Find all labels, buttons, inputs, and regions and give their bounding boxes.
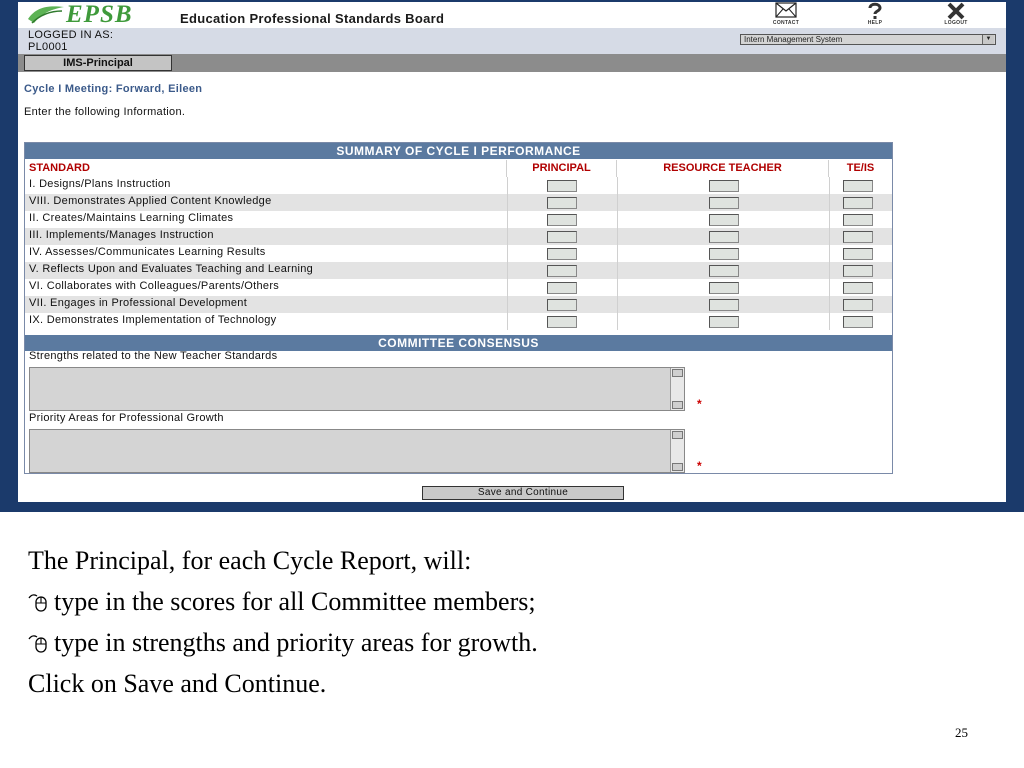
column-divider [507, 245, 508, 262]
teis-score-input[interactable] [843, 265, 873, 277]
note-text: type in the scores for all Committee members; [54, 587, 536, 616]
standard-label: II. Creates/Maintains Learning Climates [29, 212, 234, 224]
app-header [18, 2, 1006, 28]
contact-button[interactable] [766, 2, 806, 28]
logout-icon [936, 2, 976, 20]
strengths-textarea[interactable] [29, 367, 685, 411]
note-line: The Principal, for each Cycle Report, will: [28, 546, 472, 575]
tab-bar [18, 54, 1006, 72]
logout-caption: LOGOUT [944, 20, 968, 26]
scroll-down-icon[interactable] [672, 463, 683, 471]
principal-score-input[interactable] [547, 248, 577, 260]
scroll-up-icon[interactable] [672, 369, 683, 377]
tab-ims-principal[interactable]: IMS-Principal [24, 55, 172, 71]
slide-notes [28, 540, 538, 704]
resource-teacher-score-input[interactable] [709, 248, 739, 260]
note-line: Click on Save and Continue. [28, 669, 327, 698]
resource-teacher-score-input[interactable] [709, 214, 739, 226]
teis-score-input[interactable] [843, 316, 873, 328]
textarea-scrollbar[interactable] [670, 430, 684, 472]
scroll-up-icon[interactable] [672, 431, 683, 439]
table-row [25, 194, 892, 211]
help-button[interactable] [855, 2, 895, 28]
principal-score-input[interactable] [547, 316, 577, 328]
column-header-standard: STANDARD [25, 160, 507, 177]
login-bar [18, 28, 1006, 54]
standard-label: VIII. Demonstrates Applied Content Knowledge [29, 195, 272, 207]
principal-score-input[interactable] [547, 282, 577, 294]
column-header-resource-teacher: RESOURCE TEACHER [617, 160, 829, 177]
logout-button[interactable] [936, 2, 976, 28]
resource-teacher-score-input[interactable] [709, 180, 739, 192]
login-info [28, 29, 113, 53]
textarea-scrollbar[interactable] [670, 368, 684, 410]
column-divider [829, 211, 830, 228]
standard-label: III. Implements/Manages Instruction [29, 229, 214, 241]
column-divider [829, 262, 830, 279]
column-divider [507, 313, 508, 330]
teis-score-input[interactable] [843, 180, 873, 192]
resource-teacher-score-input[interactable] [709, 282, 739, 294]
standard-label: IV. Assesses/Communicates Learning Results [29, 246, 266, 258]
teis-score-input[interactable] [843, 299, 873, 311]
logged-in-user: PL0001 [28, 41, 68, 53]
resource-teacher-score-input[interactable] [709, 316, 739, 328]
table-row [25, 245, 892, 262]
page-instruction: Enter the following Information. [24, 106, 186, 118]
resource-teacher-score-input[interactable] [709, 265, 739, 277]
logo-text: EPSB [66, 1, 133, 28]
column-divider [617, 262, 618, 279]
column-divider [829, 245, 830, 262]
teis-score-input[interactable] [843, 197, 873, 209]
table-row [25, 279, 892, 296]
table-row [25, 313, 892, 330]
app-window [18, 2, 1006, 502]
column-divider [829, 279, 830, 296]
priority-textarea[interactable] [29, 429, 685, 473]
mouse-bullet-icon [28, 633, 48, 653]
principal-score-input[interactable] [547, 265, 577, 277]
note-text: type in strengths and priority areas for growth. [54, 628, 538, 657]
column-divider [617, 279, 618, 296]
contact-icon [766, 2, 806, 20]
column-divider [507, 194, 508, 211]
scroll-down-icon[interactable] [672, 401, 683, 409]
note-bullet-line [28, 622, 538, 663]
column-header-teis: TE/IS [846, 162, 875, 174]
chevron-down-icon[interactable]: ▼ [982, 35, 994, 44]
column-divider [507, 177, 508, 194]
column-divider [617, 194, 618, 211]
teis-score-input[interactable] [843, 248, 873, 260]
column-header-principal: PRINCIPAL [507, 160, 617, 177]
principal-score-input[interactable] [547, 299, 577, 311]
standard-label: I. Designs/Plans Instruction [29, 178, 171, 190]
table-row [25, 228, 892, 245]
consensus-heading: COMMITTEE CONSENSUS [25, 335, 892, 351]
column-divider [829, 313, 830, 330]
standard-label: VI. Collaborates with Colleagues/Parents/Others [29, 280, 280, 292]
column-divider [617, 245, 618, 262]
column-divider [507, 228, 508, 245]
priority-label: Priority Areas for Professional Growth [29, 412, 224, 424]
epsb-logo [26, 3, 176, 27]
contact-caption: CONTACT [772, 20, 800, 26]
table-row [25, 262, 892, 279]
standard-label: VII. Engages in Professional Development [29, 297, 248, 309]
table-row [25, 296, 892, 313]
standard-label: V. Reflects Upon and Evaluates Teaching and Learning [29, 263, 314, 275]
mouse-bullet-icon [28, 592, 48, 612]
resource-teacher-score-input[interactable] [709, 231, 739, 243]
table-row [25, 211, 892, 228]
required-asterisk: * [697, 397, 702, 411]
principal-score-input[interactable] [547, 231, 577, 243]
save-and-continue-button[interactable]: Save and Continue [422, 486, 624, 500]
column-divider [829, 194, 830, 211]
column-divider [829, 177, 830, 194]
board-title: Education Professional Standards Board [180, 11, 445, 26]
column-divider [507, 296, 508, 313]
page-title: Cycle I Meeting: Forward, Eileen [24, 83, 203, 95]
column-divider [829, 296, 830, 313]
teis-score-input[interactable] [843, 231, 873, 243]
column-divider [507, 262, 508, 279]
logged-in-label: LOGGED IN AS: [28, 29, 114, 41]
column-divider [617, 296, 618, 313]
standard-label: IX. Demonstrates Implementation of Technology [29, 314, 277, 326]
help-caption: HELP [867, 20, 883, 26]
column-divider [617, 177, 618, 194]
column-divider [829, 228, 830, 245]
column-divider [617, 211, 618, 228]
resource-teacher-score-input[interactable] [709, 299, 739, 311]
required-asterisk: * [697, 459, 702, 473]
column-divider [507, 279, 508, 296]
teis-score-input[interactable] [843, 282, 873, 294]
system-select-value: Intern Management System [744, 35, 843, 44]
summary-heading: SUMMARY OF CYCLE I PERFORMANCE [25, 143, 892, 159]
column-divider [617, 313, 618, 330]
column-divider [617, 228, 618, 245]
system-select[interactable] [740, 34, 996, 45]
column-divider [507, 211, 508, 228]
strengths-label: Strengths related to the New Teacher Standards [29, 350, 278, 362]
principal-score-input[interactable] [547, 197, 577, 209]
teis-score-input[interactable] [843, 214, 873, 226]
page-number: 25 [955, 725, 968, 740]
principal-score-input[interactable] [547, 180, 577, 192]
help-icon [855, 2, 895, 20]
principal-score-input[interactable] [547, 214, 577, 226]
resource-teacher-score-input[interactable] [709, 197, 739, 209]
cycle-form [24, 142, 893, 474]
table-row [25, 177, 892, 194]
note-bullet-line [28, 581, 538, 622]
logo-swoosh-icon [26, 3, 66, 27]
